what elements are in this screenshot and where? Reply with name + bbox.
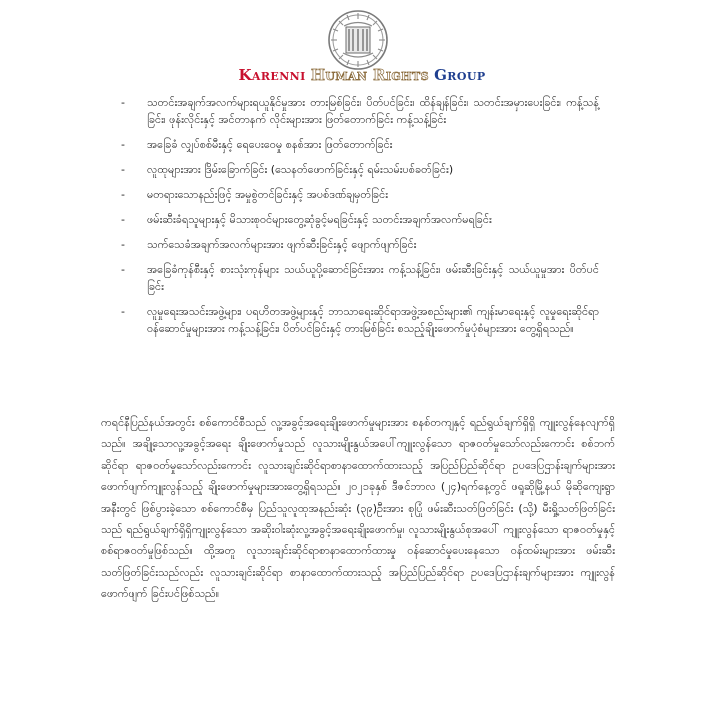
list-item-text: မတရားသောနည်းဖြင့် အမှုစွဲတင်ခြင်းနှင့် အပစ်ဒဏ်ချမှတ်ခြင်း bbox=[147, 188, 389, 201]
list-item bbox=[121, 303, 599, 337]
bullet-marker: - bbox=[121, 213, 125, 226]
list-item-text: ဖမ်းဆီးခံရသူများနှင့် မိသားစုဝင်များတွေ့ဆုံခွင့်မရခြင်းနှင့် သတင်းအချက်အလက်မရခြင်း bbox=[147, 213, 492, 226]
bullet-marker: - bbox=[121, 163, 125, 176]
org-name-group: Group bbox=[434, 66, 486, 84]
bullet-marker: - bbox=[121, 305, 125, 318]
list-item-text: လူထုများအား ဒြိမ်းခြောက်ခြင်း (သေနတ်ဖောက်ခြင်းနှင့် ရမ်းသမ်းပစ်ခတ်ခြင်း) bbox=[147, 163, 454, 176]
list-item bbox=[121, 136, 599, 153]
bullet-marker: - bbox=[121, 263, 125, 276]
list-item-text: သတင်းအချက်အလက်များရယူနိုင်မှုအား တားမြစ်ခြင်း၊ ပိတ်ပင်ခြင်း၊ ထိန်ချန်ခြင်း၊ သတင်းအမှားပေးခြင်း၊ ကန့်သန့်ခြင်း၊ ဖုန်းလိုင်းနှင့် အင်တာနက် လိုင်းများအား ဖြတ်တောက်ခြင်း ကန့်သန့်ခြင်း bbox=[147, 96, 599, 126]
list-item bbox=[121, 186, 599, 203]
list-item bbox=[121, 161, 599, 178]
list-item bbox=[121, 94, 599, 128]
bullet-marker: - bbox=[121, 188, 125, 201]
list-item-text: လူမှုရေးအသင်းအဖွဲ့များ၊ ပရဟိတအဖွဲ့များနှင့် ဘာသာရေးဆိုင်ရာအဖွဲ့အစည်းများ၏ ကျန်းမာရေးနှင့် လူမှုရေးဆိုင်ရာ ဝန်ဆောင်မှုများအား ကန့်သန့်ခြင်း၊ ပိတ်ပင်ခြင်းနှင့် တားမြစ်ခြင်း စသည့်ချိုးဖောက်မှုပုံစံများအား တွေ့ရှိရသည်။ bbox=[147, 305, 599, 335]
violations-list bbox=[121, 94, 599, 345]
khrg-seal-logo bbox=[327, 9, 389, 71]
bullet-marker: - bbox=[121, 138, 125, 151]
bullet-marker: - bbox=[121, 238, 125, 251]
list-item bbox=[121, 261, 599, 295]
list-item-text: အခြေခံ လျှပ်စစ်မီးနှင့် ရေပေးဝေမှု စနစ်အား ဖြတ်တောက်ခြင်း bbox=[147, 138, 393, 151]
list-item bbox=[121, 211, 599, 228]
body-paragraph: ကရင်နီပြည်နယ်အတွင်း စစ်ကောင်စီသည် လူ့အခွင့်အရေးချိုးဖောက်မှုများအား စနစ်တကျနှင့် ရည်ရွယ်ချက်ရှိရှိ ကျူးလွန်နေလျက်ရှိသည်။ အချို့သောလူ့အခွင့်အရေး ချိုးဖောက်မှုသည် လူသားမျိုးနွယ်အပေါ်ကျူးလွန်သော ရာဇဝတ်မှုသော်လည်းကောင်း စစ်ဘက်ဆိုင်ရာ ရာဇဝတ်မှုသော်လည်းကောင်း လူသားချင်းဆိုင်ရာစာနာထောက်ထားသည့် အပြည်ပြည်ဆိုင်ရာ ဥပဒေပြဌာန်းချက်များအား ဖောက်ဖျက်ကျူးလွန်သည့် ချိုးဖောက်မှုများအားတွေ့ရှိရသည်။ ၂၀၂၁ခုနှစ် ဒီဇင်ဘာလ (၂၄)ရက်နေ့တွင် ဖရူဆိုမြို့နယ် မိုဆိုကျေးရွာအနီးတွင် ဖြစ်ပွားခဲ့သော စစ်ကောင်စီမှ ပြည်သူလူထုအနည်းဆုံး (၃၉)ဦးအား စုပြုံ ဖမ်းဆီးသတ်ဖြတ်ခြင်း (သို့) မီးရှို့သတ်ဖြတ်ခြင်းသည် ရည်ရွယ်ချက်ရှိရှိကျူးလွန်သော အဆိုးဝါးဆုံးလူ့အခွင့်အရေးချိုးဖောက်မှု၊ လူသားမျိုးနွယ်စုအပေါ် ကျူးလွန်သော ရာဇဝတ်မှုနှင့် စစ်ရာဇဝတ်မှုဖြစ်သည်။ ထို့အတူ လူသားချင်းဆိုင်ရာစာနာထောက်ထားမှု ဝန်ဆောင်မှုပေးနေသော ဝန်ထမ်းများအား ဖမ်းဆီးသတ်ဖြတ်ခြင်းသည်လည်း လူသားချင်းဆိုင်ရာ စာနာထောက်ထားသည့် အပြည်ပြည်ဆိုင်ရာ ဥပဒေပြဌာန်းချက်များအား ကျူးလွန်ဖောက်ဖျက် ခြင်းပင်ဖြစ်သည်။ bbox=[101, 416, 615, 601]
list-item-text: အခြေခံကုန်စီးနှင့် စားသုံးကုန်များ သယ်ယူပို့ဆောင်ခြင်းအား ကန့်သန့်ခြင်း၊ ဖမ်းဆီးခြင်းနှင့် သယ်ယူမှုအား ပိတ်ပင်ခြင်း bbox=[147, 263, 599, 293]
bullet-marker: - bbox=[121, 96, 125, 109]
org-name-karenni: Karenni bbox=[238, 66, 306, 84]
org-name-human-rights: Human Rights bbox=[310, 66, 429, 84]
organization-name bbox=[0, 66, 724, 84]
list-item bbox=[121, 236, 599, 253]
list-item-text: သက်သေခံအချက်အလက်များအား ဖျက်ဆီးခြင်းနှင့် ဖျောက်ဖျက်ခြင်း bbox=[147, 238, 417, 251]
